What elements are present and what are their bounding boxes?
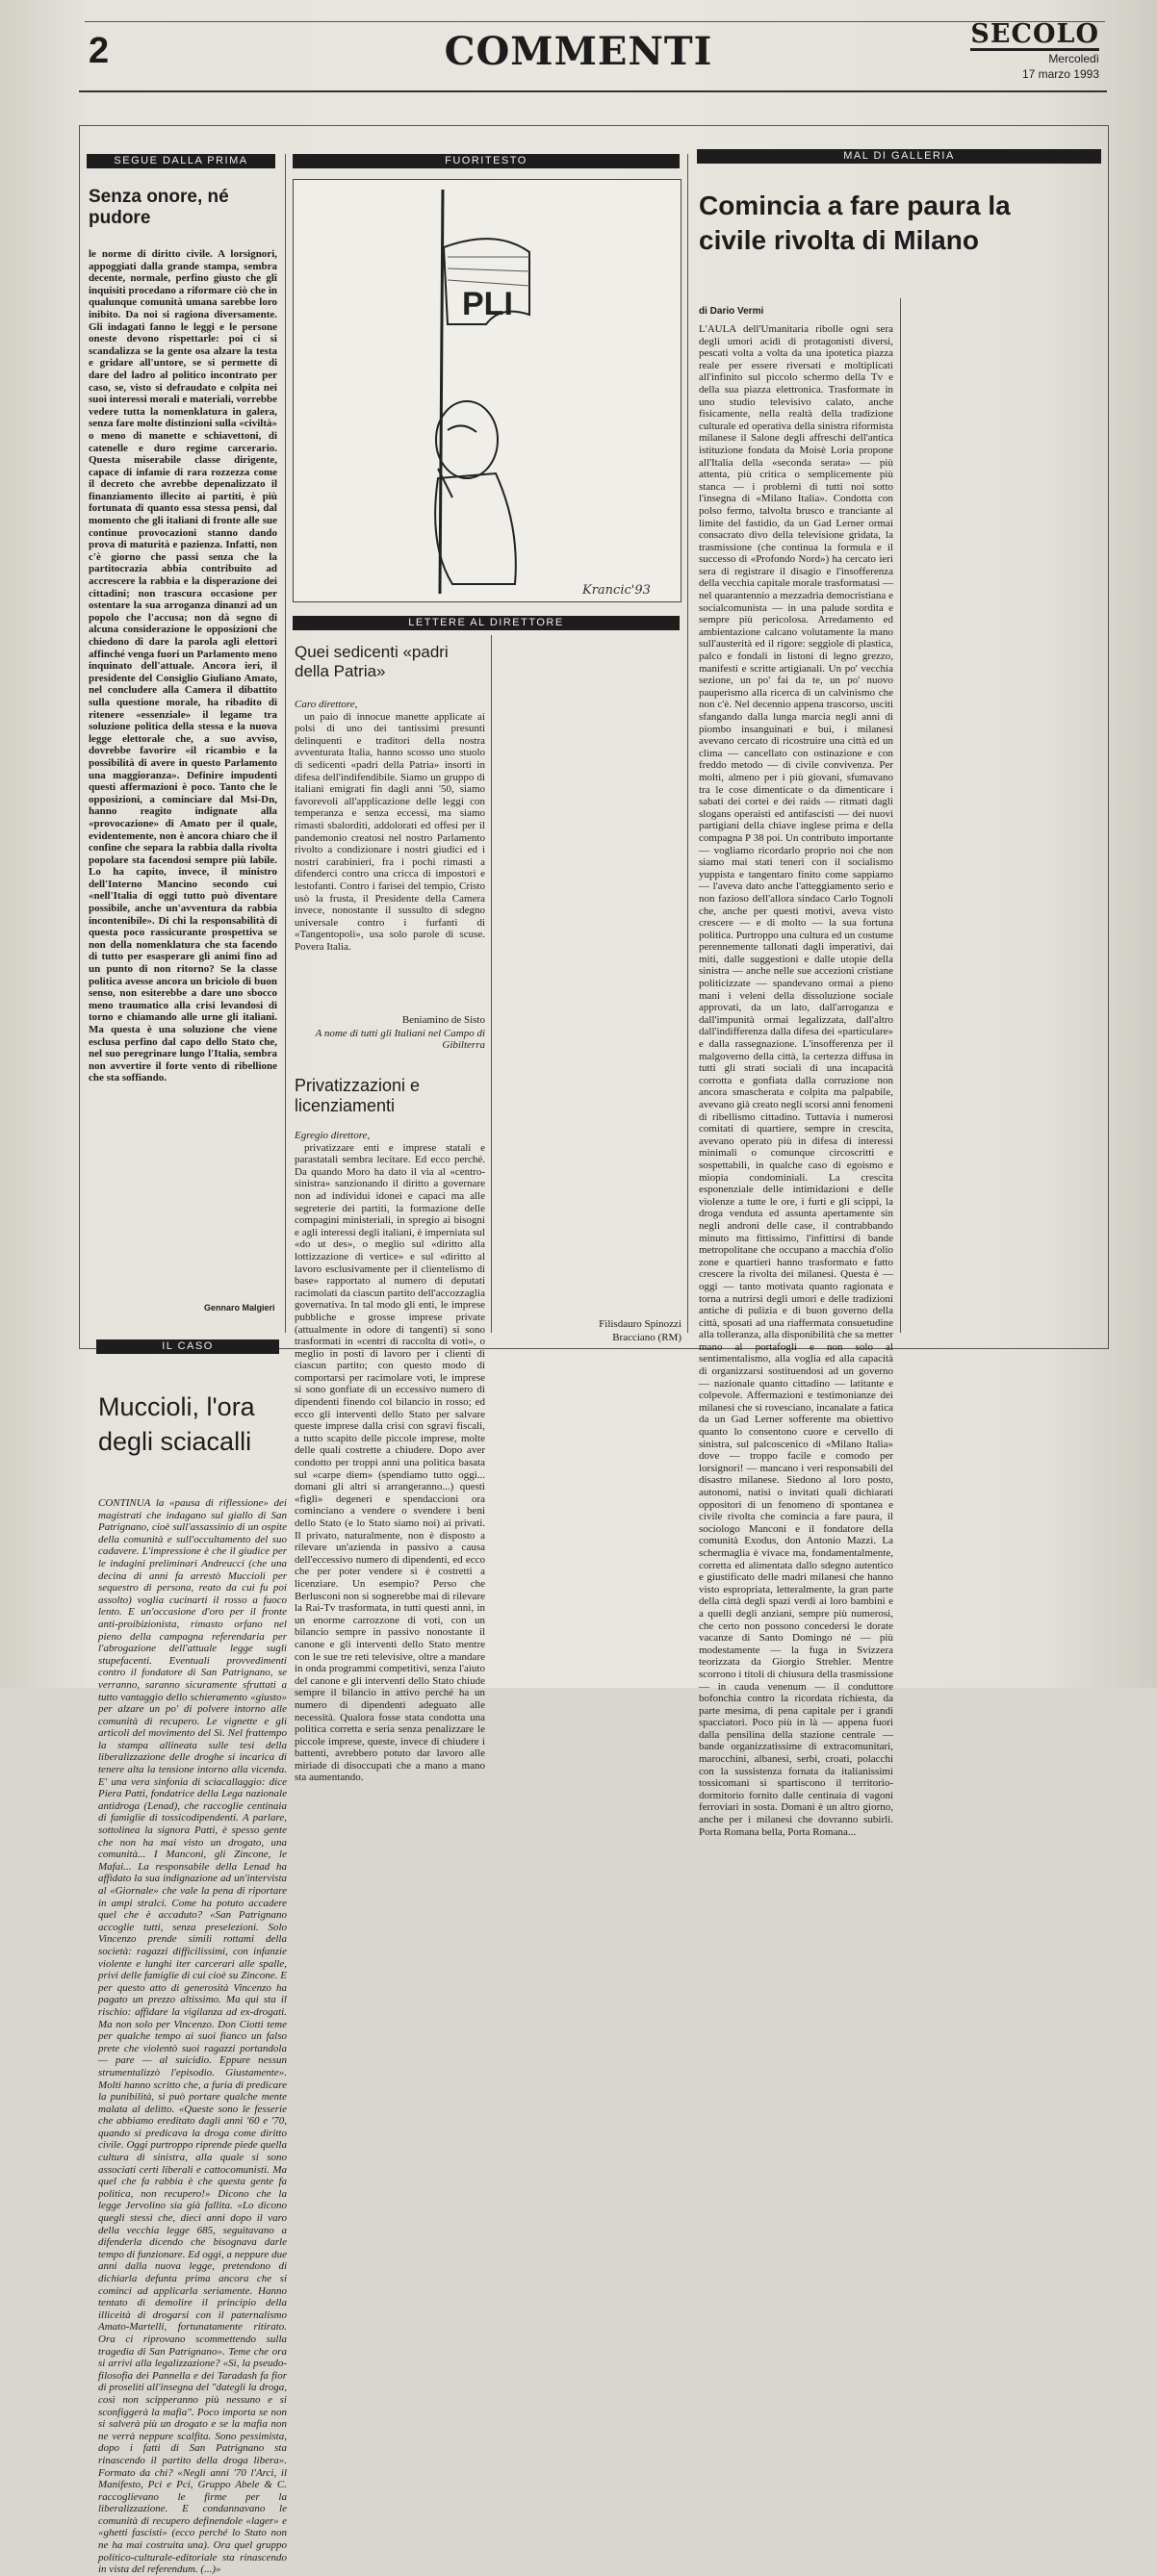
- section-title: COMMENTI: [444, 29, 713, 74]
- letter-salutation: Egregio direttore,: [295, 1130, 371, 1141]
- letter2-signer-city: Bracciano (RM): [612, 1332, 681, 1343]
- political-cartoon: [293, 179, 681, 602]
- letter-title-padri: Quei sedicenti «padri della Patria»: [295, 643, 449, 680]
- letter-body-privatizzazioni: [295, 1130, 485, 1784]
- article-body-senza-onore: [89, 248, 277, 1297]
- column-rule: [687, 154, 688, 1333]
- letter-body-continued: [499, 643, 681, 1307]
- column-rule: [491, 635, 492, 1333]
- article-body-muccioli-col5: [909, 1339, 1101, 1680]
- letter-salutation: Caro direttore,: [295, 699, 358, 710]
- column-rule: [285, 154, 286, 1333]
- article-body-muccioli-col4: [701, 1339, 893, 1680]
- cartoon-drawing: [294, 180, 681, 601]
- issue-date: 17 marzo 1993: [1021, 67, 1099, 82]
- page-number: 2: [89, 31, 110, 71]
- section-label-il-caso: IL CASO: [96, 1339, 279, 1354]
- letter-text: un paio di innocue manette applicate ai polsi di uno dei tantissimi presunti delinquenti e traditori della nostra avventurata Italia, hanno scosso uno stuolo di sedicenti «padri della Patria» insorti in difesa dell'indifendibile. Siamo un gruppo di italiani emigrati fin dagli anni '50, siamo favorevoli all'applicazione delle leggi con temperanza e senza eccessi, ma siamo rimasti sbalorditi, addolorati ed offesi per il pandemonio creatosi nel nostro Parlamento rivolto a condizionare i nostri giudici ed i nostri carabinieri, fra i pochi rimasti a difenderci contro una cricca di impostori e lestofanti. Contro i farisei del tempio, Cristo usò la frusta, il Presidente della Camera invece, nonostante il sussulto di sdegno universale contro i furfanti di «Tangentopoli», usa solo parole di scuse. Povera Italia.: [295, 710, 485, 953]
- top-rule: [85, 21, 1105, 22]
- article-text: le norme di diritto civile. A lorsignori, appoggiati dalla grande stampa, sembra decente, normale, perfino giusto che gli inquisiti procedano a riformare ciò che in qualunque comunità umana sarebbe loro inibito. Da noi si ragiona diversamente. Gli indagati fanno le leggi e le persone oneste devono rispettarle: poi ci si scandalizza se la gente osa alzare la testa e gridare all'untore, se si permette di dare del ladro al politico incontrato per caso, se, visto si defraudato e colpita nei suoi interessi morali e materiali, vorrebbe vedere tutta la nomenklatura in galera, senza fare molte distinzioni sulla «civiltà» o meno di manette e schiavettoni, di catenelle e duro regime carcerario. Questa miserabile classe dirigente, capace di infamie di rara rozzezza come il decreto che avrebbe depenalizzato il finanziamento illecito ai partiti, è più fortunata di quanto essa stessa pensi, dal momento che gli italiani di fronte alle sue continue provocazioni stanno dando prova di maturità e pazienza. Infatti, non c'è giorno che passi senza che la partitocrazia abbia contribuito ad accrescere la rabbia e la disperazione dei cittadini; non trascura occasione per ostentare la sua arroganza dinanzi ad un popolo che l'accusa; non dà segno di alcuna considerazione le opposizioni che chiedono di dare la parola agli elettori affinché venga fuori un Parlamento meno inquinato dell'attuale. Ancora ieri, il presidente del Consiglio Giuliano Amato, nel concludere alla Camera il dibattito sulla questione morale, ha ribadito di ritenere «essenziale» il legame tra soluzione politica della stessa e la nuova legge elettorale che, a suo avviso, dovrebbe favorire «il ricambio e la possibilità di avere in questo Parlamento una maggioranza». Definire impudenti questi affermazioni è poco. Tanto che le opposizioni, a cominciare dal Msi-Dn, hanno reagito indignate alla «provocazione» di Amato per il quale, evidentemente, non è ancora chiaro che il confine che separa la rabbia dalla rivolta popolare sta facendosi sempre più labile. Lo ha capito, invece, il ministro dell'Interno Mancino secondo cui «nell'Italia di oggi tutto può diventare possibile, anche un'avventura da rabbia incontenibile». Di chi la responsabilità di questa poco rassicurante prospettiva se non della nomenklatura che sta facendo di tutto per esasperare gli animi fino ad un punto di non ritorno? Se la classe politica avesse ancora un briciolo di buon senso, non esiterebbe a dare uno sbocco meno traumatico alla crisi levandosi di torno e chiamando alle urne gli italiani. Ma questa è una soluzione che viene esclusa perfino dal capo dello Stato che, nel suo peregrinare lungo l'Italia, sembra non avvertire il forte vento di ribellione che sta soffiando.: [89, 248, 277, 1084]
- letter-signer-note: A nome di tutti gli Italiani nel Campo di Gibilterra: [315, 1028, 485, 1051]
- article-body-muccioli-col3: [499, 1339, 689, 1680]
- article-body-milano: [699, 323, 893, 1838]
- section-label-mal-di-galleria: MAL DI GALLERIA: [697, 149, 1101, 164]
- article-author: Gennaro Malgieri: [204, 1303, 275, 1313]
- article-title-milano: Comincia a fare paura la civile rivolta di Milano: [699, 191, 1011, 255]
- article-title-muccioli: Muccioli, l'ora degli sciacalli: [98, 1392, 255, 1456]
- article3-author: di Dario Vermi: [699, 306, 764, 317]
- cartoon-flag-text: PLI: [462, 286, 513, 322]
- issue-weekday: Mercoledì: [1048, 52, 1099, 66]
- article4-text: CONTINUA la «pausa di riflessione» dei magistrati che indagano sul giallo di San Patrignano, cioè sull'assassinio di un ospite della comunità e sull'occultamento del suo cadavere. L'impressione è che il giudice per le indagini preliminari Andreucci (che una decina di anni fa arrestò Muccioli per sequestro di persona, reato da cui fu poi assolto) voglia cucinarti il rosso a fuoco lento. E un'occasione d'oro per il fronte anti-proibizionista, rimasto orfano nel pieno della campagna referendaria per l'abrogazione dell'attuale legge sugli stupefacenti. Eventuali provvedimenti contro il fondatore di San Patrignano, se verranno, saranno sicuramente sfruttati a tutto vantaggio dello schieramento «giusto» per alzare un po' di polvere intorno alle comunità di recupero. Le vignette e gli articoli del movimento del Sì. Nel frattempo la stampa allineata sulle tesi della liberalizzazione delle droghe si incarica di tenere alta la tensione intorno alla vicenda. E' una vera sinfonia di sciacallaggio: dice Piera Patti, fondatrice della Lega nazionale antidroga (Lenad), che raccoglie centinaia di famiglie di tossicodipendenti. A parlare, sottolinea la signora Patti, è spesso gente che non ha mai visto un drogato, una comunità... I Manconi, gli Zincone, le Mafai... La responsabile della Lenad ha affidato la sua indignazione ad un'intervista al «Giornale» che vale la pena di riportare in ampi stralci. Come ha potuto accadere quel che è accaduto? «San Patrignano accoglie tutti, senza preselezioni. Solo Vincenzo prende simili rottami della società: ragazzi difficilissimi, con infanzie violente e lunghi iter carcerari alle spalle, privi delle famiglie di cui cioè su Zincone. E per questo atto di generosità Vincenzo ha pagato un prezzo altissimo. Ma qui sta il rischio: affidare la vigilanza ad ex-drogati. Ma non solo per Vincenzo. Don Ciotti teme per qualche tempo ai suoi fianco un falso prete che violentò suoi ragazzi portandola — pare — al suicidio. Eppure nessun strumentalizzò l'episodio. Giustamente». Molti hanno scritto che, a furia di predicare la punibilità, si può portare qualche mente malata al delitto. «Queste sono le fesserie che abbiamo ereditato dagli anni '60 e '70, quando si predicava la droga come diritto civile. Oggi purtroppo riprende piede quella cultura di sinistra, alla quale si sono associati certi liberali e cattocomunisti. Ma quel che fa rabbia è che questa gente fa politica, non recupero!» Dicono che la legge Jervolino sia già fallita. «Lo dicono quegli stessi che, dieci anni dopo il varo della vecchia legge 685, seguitavano a difenderla dicendo che bisognava darle tempo di funzionare. Ed oggi, a neppure due anni dalla nuova legge, pretendono di dichiarla defunta prima ancora che si cominci ad applicarla seriamente. Hanno tentato di demolire il principio della illiceità di drogarsi con il paternalismo Amato-Martelli, fortunatamente ritirato. Ora ci riprovano scommettendo sulla tragedia di San Patrignano». Teme che ora si arrivi alla legalizzazione? «Sì, la pseudo-filosofia dei Pannella e dei Taradash fa fior di proseliti all'insegna del "dategli la droga, così non scipperanno più nessuno e si sconfiggerà la mafia". Poco importa se non si salverà più un drogato e se la mafia non ne verrà neppure scalfita. Sono pessimista, dopo i fatti di San Patrignano sta rinascendo il partito della droga libera». Formato da chi? «Negli anni '70 l'Arci, il Manifesto, Pci e Pci, Gruppo Abele & C. raccoglievano le firme per la liberalizzazione. E condannavano le comunità di recupero definendole «lager» e «ghetti fascisti» (ecco perché lo Stato non ne ha mai costruita una). Ora quel gruppo politico-culturale-editoriale sta rinascendo in vista del referendum. (...)»: [98, 1497, 287, 2576]
- letter2-signer: Filisdauro Spinozzi: [599, 1318, 681, 1330]
- letter-body-padri: [295, 699, 485, 987]
- section-label-fuoritesto: FUORITESTO: [293, 154, 680, 168]
- paper-logo: SECOLO: [970, 21, 1099, 51]
- article3-text: L'AULA dell'Umanitaria ribolle ogni sera degli umori acidi di protagonisti diversi, pescati volta a volta da una ipotetica piazza reale per essere riversati e moltiplicati all'infinito sul piccolo schermo della Tv e della sua piazza elettronica. Trasformate in uno studio televisivo calato, anche fisicamente, nella realtà della tradizione culturale ed operativa della sinistra riformista milanese il Salone degli affreschi dell'antica istituzione fondata da Moisè Loria propone all'Italia della «seconda serata» — più attenta, più critica o semplicemente più stanca — i problemi di tutti noi sotto l'insegna di «Milano Italia». Condotta con polso fermo, talvolta brusco e tranciante al limite del fastidio, da un Gad Lerner ormai consacrato divo della televisione gridata, la trasmissione (che continua la formula e il successo di «Profondo Nord») ha cercato ieri sera di registrare il disagio e l'insofferenza della vecchia capitale morale trasformatasi — nel quarantennio a mezzadria democristiana e socialcomunista — in una palude sordita e sempre più pericolosa. Arredamento ed ambientazione calcano volutamente la mano sull'austerità ed il rigore: seggiole di plastica, palco e fondali in listoni di legno grezzo, manifesti e scritte artigianali. Un po' vecchia sezione, un po' fai da te, un po' nuovo pauperismo alla ricerca di un calvinismo che non c'è. Nel decennio appena trascorso, usciti sfangando dalla lunga marcia negli anni di piombo insanguinati e bui, i milanesi avevano cercato di ricostruire una città ed un clima — cancellato con ostinazione e con freddo metodo — di civile convivenza. Per molti, almeno per i più giovani, sfumavano tra le cose dimenticate o da dimenticare i sabati dei cortei e dei raids — ritmati dagli slogans operaisti ed antifascisti — dei nuovi partigiani della chiave inglese prima e della compagna P 38 poi. Un contributo importante — vogliamo ricordarlo proprio noi che non siamo mai stati teneri con il socialismo yuppista e tangentaro finito come sappiamo — l'aveva dato anche l'atteggiamento serio e non fazioso dell'allora sindaco Carlo Tognoli che, anche per questi motivi, aveva visto crescere — e di molto — la sua fortuna politica. Purtroppo una cultura ed un costume perennemente tallonati dagli imperativi, dai miti, dalle suggestioni e dalle utopie della sinistra — anche nelle sue accezioni cristiane politicizzate — spandevano ormai a pieno mani i veleni della dissoluzione sociale approvati, da un lato, dall'arroganza e dall'impunità ormai legalizzata, dall'altro dall'indifferenza dalla difesa dei «particulare» e dalla rassegnazione. L'insofferenza per il malgoverno della città, la certezza diffusa in tutti gli strati sociali di una incapacità corrotta e gonfiata dalla corruzione non ancora smascherata e colpita ma palpabile, avevano già creato negli scorsi anni fenomeni di ribellismo cittadino. Tuttavia i numerosi comitati di quartiere, sempre in crescita, avevano operato più in difesa di interessi minimali o comunque circoscritti e sospettabili, in qualche caso di egoismo e miopia condominiali. La crescita esponenziale delle intimidazioni e delle violenze a tutte le ore, i furti e gli scippi, la droga venduta ed assunta apertamente sin negli androni delle case, il contrabbando minuto ma fittissimo, l'infittirsi di bande metropolitane che occupano a macchia d'olio zone e quartieri hanno trasformato e fatto crescere la rivolta dei milanesi. Questa è — oggi — tanto motivata quanto ragionata e torna a nutrirsi degli umori e delle tradizioni antiche di pulizia e di buon governo della città, sposati ad una riaffermata consuetudine alla tolleranza, alla disponibilità che sa metter mano al portafogli e non solo al sentimentalismo, alla voglia ed alla capacità di organizzarsi sostituendosi ad un governo — nazionale quanto cittadino — latitante e colpevole. Affermazioni e testimonianze dei milanesi che si rovesciano, incanalate a fatica da un Gad Lerner sofferente ma obiettivo quanto lo consentono cuore e cervello di sinistra, sul palcoscenico di «Milano Italia» dove — troppo facile e comodo per lorsignori! — mancano i veri responsabili del disastro milanese. Siedono al loro posto, autonomi, natisi o invitati quali dichiarati oppositori di un fenomeno di spontanea e civile rivolta che comincia a fare paura, il sociologo Manconi e il fondatore della comunità Exodus, don Antonio Mazzi. La schermaglia è vivace ma, fondamentalmente, corretta ed alimentata dallo sdegno autentico e giustificato delle madri milanesi che hanno visto espropriata, letteralmente, la gran parte della città degli spazi verdi ai loro bambini e a quelli degli anziani, sempre più numerosi, che certo non possono concedersi le dorate vacanze di Santo Domingo né — più modestamente — la fuga in Svizzera teorizzata da Giorgio Strehler. Mentre scorrono i titoli di chiusura della trasmissione — in cauda venenum — il conduttore bofonchia contro la ricordata richiesta, da parte mesima, di pena capitale per i grandi spacciatori. Poco più in là — appena fuori dalla pensilina della stazione centrale — bande organizzatissime di extracomunitari, marocchini, albanesi, serbi, croati, polacchi con la sussistenza fornata da italianissimi tossicomani si spartiscono il territorio-dormitorio fornito dalle centinaia di vagoni ferroviari in sosta. Domani è un altro giorno, anche per i milanesi che dovranno subirli. Porta Romana bella, Porta Romana...: [699, 323, 893, 1838]
- column-rule: [900, 298, 901, 1333]
- article-body-muccioli: [98, 1497, 287, 2576]
- cartoon-signature: Krancic'93: [582, 583, 651, 598]
- letter-signer: Beniamino de Sisto: [401, 1014, 485, 1026]
- article-title-senza-onore: Senza onore, né pudore: [89, 187, 229, 228]
- article-body-muccioli-col2: [300, 1339, 483, 1680]
- section-label-segue: SEGUE DALLA PRIMA: [87, 154, 275, 168]
- masthead: [970, 21, 1099, 82]
- letter-text: privatizzare enti e imprese statali e parastatali sembra lecitare. Ed ecco perché. Da quando Moro ha dato il via al «centro-sinistra» sanzionando il diritto a governare non ad individui idonei e capaci ma alle segreterie dei partiti, la formazione delle compagini ministeriali, in spregio ai bisogni e agli interessi degli italiani, è imperniata sul «do ut des», o meglio sul «diritto alla lottizzazione di vertice» e sul «diritto al lavoro esclusivamente per il clientelismo di base» rapportato al numero di deputati racimolati da ciascun partito dell'accozzaglia governativa. In tal modo gli enti, le imprese pubbliche e grosse imprese private (attualmente in odore di tangenti) si sono trasformati in «centri di raccolta di voti», o meglio in posti di lavoro per i clienti di ciascun partito; con questo modo di comportarsi per racimolare voti, le imprese si sono gonfiate di un eccessivo numero di dipendenti finendo col bilancio in rosso; ed ecco gli interventi dello Stato per salvare queste imprese dalla crisi con sgravi fiscali, a tutto scapito delle piccole imprese, molte delle quali costrette a chiudere. Dopo aver condotto per troppi anni una politica basata sul «carpe diem» (spendiamo tutto oggi... domani gli altri si arrangeranno...) questi «figli» degeneri e spendaccioni ora cominciano a vendere o svendere i beni dello Stato (e lo Stato siamo noi) ai privati. Il privato, naturalmente, non è disposto a rilevare un'azienda in passivo a causa dell'eccessivo numero di dipendenti, ed ecco che per poter vendere si è costretti a licenziare. Un esempio? Perso che Berlusconi non si sognerebbe mai di rilevare la Rai-Tv trasformata, in tutti questi anni, in un enorme carrozzone di voti, con un bilancio sempre in passivo nonostante il canone e gli interventi dello Stato mentre con le sue tre reti televisive, oltre a mandare in onda programmi competitivi, senza l'aiuto del canone e gli interventi dello Stato chiude sempre il bilancio in attivo perché ha un numero di dipendenti adeguato alle necessità. Qualora fosse stata condotta una politica corretta e seria senza penalizzare le piccole imprese, queste, invece di chiudere i battenti, avrebbero potuto dar lavoro alle miriade di disoccupati che a mano a mano sta aumentando.: [295, 1141, 485, 1784]
- section-label-lettere: LETTERE AL DIRETTORE: [293, 616, 680, 630]
- letter-title-privatizzazioni: Privatizzazioni e licenziamenti: [295, 1076, 421, 1115]
- header-rule: [79, 90, 1107, 92]
- article-body-milano-continued: [909, 300, 1101, 1334]
